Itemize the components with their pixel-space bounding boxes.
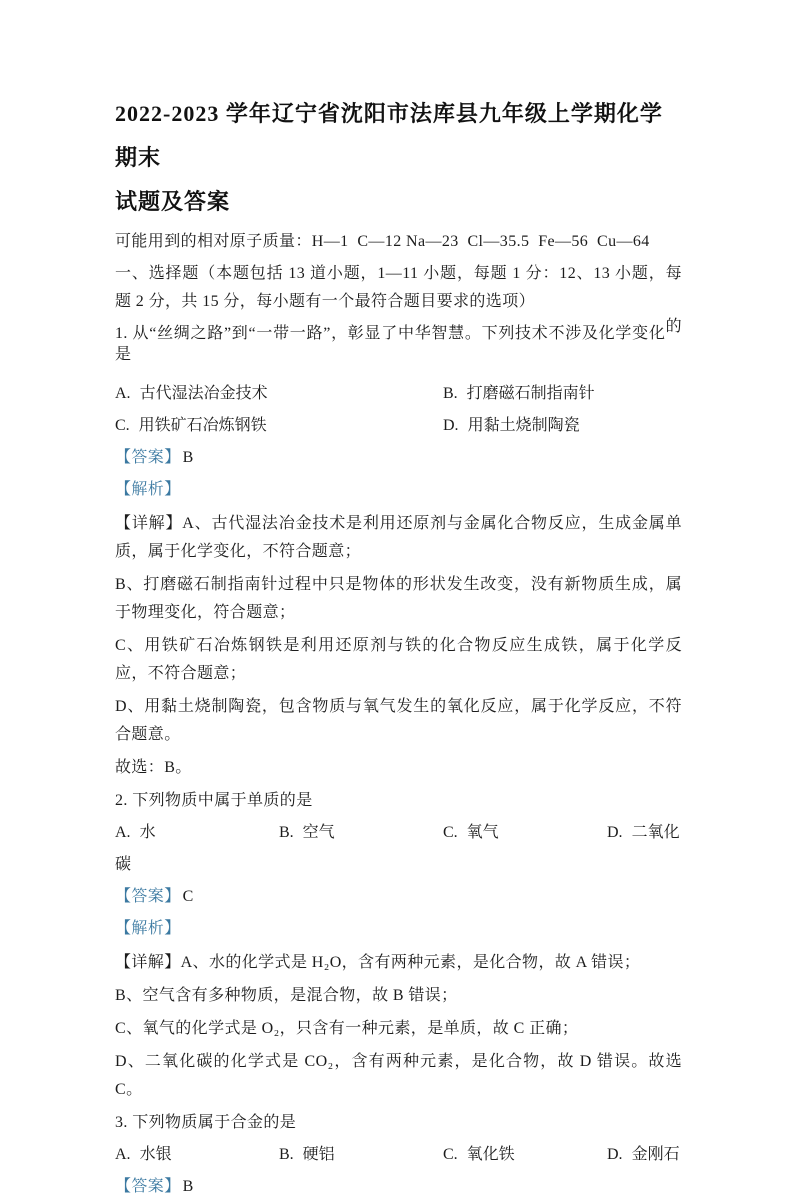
answer-marker: 【答案】 [115,888,181,905]
option-text: 古代湿法冶金技术 [139,385,268,402]
option-text: 硬铝 [302,1146,335,1163]
question-1-stem-text: 1. 从“丝绸之路”到“一带一路”，彰显了中华智慧。下列技术不涉及化学变化 [115,325,666,342]
question-1-options-row-2 [115,412,682,440]
question-1-option-a [115,380,443,408]
question-3-option-a [115,1141,279,1169]
question-1-options-row-1 [115,380,682,408]
option-text: 金刚石 [631,1146,680,1163]
answer-value: C [182,888,194,905]
question-1-conclusion: 故选：B。 [115,759,192,776]
option-text: 二氧化 [631,824,680,841]
option-text: 用黏土烧制陶瓷 [467,417,580,434]
question-2-detail-d: D、二氧化碳的化学式是 CO₂，含有两种元素，是化合物，故 D 错误。故选 C。 [115,1053,682,1098]
question-2-option-d [607,819,680,847]
question-1-option-d [443,412,580,440]
question-3-options-row [115,1141,682,1169]
page-title [115,92,682,224]
option-label: C. [443,824,458,841]
question-2-option-a [115,819,279,847]
option-text: 用铁矿石冶炼钢铁 [138,417,267,434]
option-label: C. [115,417,130,434]
analysis-marker: 【解析】 [115,481,181,498]
analysis-marker: 【解析】 [115,920,181,937]
title-line-2: 试题及答案 [115,189,231,214]
option-text: 氧气 [466,824,499,841]
answer-marker: 【答案】 [115,449,181,466]
answer-value: B [182,1178,194,1195]
question-3-stem: 3. 下列物质属于合金的是 [115,1114,297,1131]
option-label: D. [443,417,459,434]
title-line-1: 2022-2023 学年辽宁省沈阳市法库县九年级上学期化学期末 [115,101,663,170]
question-2-answer-line [115,883,682,911]
option-text: 氧化铁 [466,1146,515,1163]
option-label: A. [115,385,131,402]
question-3 [115,1109,682,1201]
question-1-option-c [115,412,443,440]
option-text: 打磨磁石制指南针 [466,385,595,402]
option-label: A. [115,1146,131,1163]
option-label: D. [607,1146,623,1163]
question-1-detail-a: 【详解】A、古代湿法冶金技术是利用还原剂与金属化合物反应，生成金属单质，属于化学变化，不符合题意； [115,515,682,560]
question-2-detail-a: 【详解】A、水的化学式是 H₂O，含有两种元素，是化合物，故 A 错误； [115,954,641,971]
question-2-analysis-line [115,915,682,943]
question-2-option-d-wrap: 碳 [115,856,132,873]
option-text: 水银 [139,1146,172,1163]
answer-marker: 【答案】 [115,1178,181,1195]
question-1-answer-line [115,444,682,472]
question-2-detail-c: C、氧气的化学式是 O₂，只含有一种元素，是单质，故 C 正确； [115,1020,579,1037]
question-3-option-c [443,1141,607,1169]
option-label: B. [443,385,458,402]
option-label: D. [607,824,623,841]
option-text: 空气 [302,824,335,841]
question-2-option-b [279,819,443,847]
question-3-answer-line [115,1173,682,1201]
question-1-detail-d: D、用黏土烧制陶瓷，包含物质与氧气发生的氧化反应，属于化学反应，不符合题意。 [115,698,682,743]
option-label: B. [279,824,294,841]
question-2-options-row [115,819,682,847]
option-text: 水 [139,824,156,841]
question-3-option-b [279,1141,443,1169]
question-1-option-b [443,380,595,408]
question-1-analysis-line [115,476,682,504]
section-header: 一、选择题（本题包括 13 道小题，1—11 小题，每题 1 分：12、13 小题，每题 2 分，共 15 分，每小题有一个最符合题目要求的选项） [115,265,682,310]
question-3-option-d [607,1141,680,1169]
answer-value: B [182,449,194,466]
question-2-stem: 2. 下列物质中属于单质的是 [115,792,313,809]
question-2 [115,787,682,1104]
question-2-detail-b: B、空气含有多种物质，是混合物，故 B 错误； [115,987,458,1004]
question-1-detail-c: C、用铁矿石冶炼钢铁是利用还原剂与铁的化合物反应生成铁，属于化学反应，不符合题意； [115,637,682,682]
atomic-mass-note: 可能用到的相对原子质量：H—1 C—12 Na—23 Cl—35.5 Fe—56 Cu—64 [115,233,650,250]
question-1-detail-b: B、打磨磁石制指南针过程中只是物体的形状发生改变，没有新物质生成，属于物理变化，符合题意； [115,576,682,621]
option-label: A. [115,824,131,841]
question-1-stem-superscript: 的是 [115,318,682,363]
question-1 [115,320,682,782]
option-label: B. [279,1146,294,1163]
option-label: C. [443,1146,458,1163]
question-1-stem [115,320,682,376]
question-2-option-c [443,819,607,847]
